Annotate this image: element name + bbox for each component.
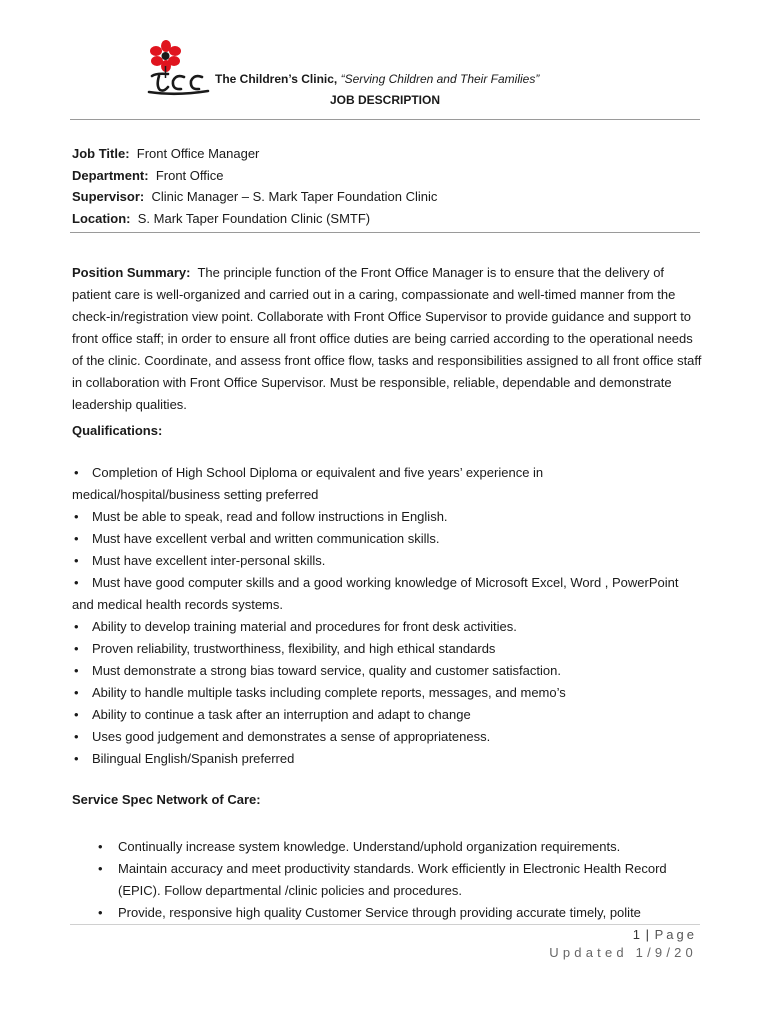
- qualifications-list: [72, 462, 692, 770]
- service-spec-item: • Continually increase system knowledge. Understand/uphold organization requirements.: [92, 836, 692, 858]
- document-type-label: JOB DESCRIPTION: [329, 93, 440, 107]
- document-type: [0, 93, 770, 107]
- qualification-item: • Ability to continue a task after an interruption and adapt to change: [72, 704, 692, 726]
- header-divider: [70, 119, 700, 120]
- organization-name: The Children’s Clinic,: [215, 72, 338, 86]
- page-word: Page: [654, 927, 697, 942]
- department-value: Front Office: [155, 167, 224, 183]
- footer-divider: [70, 924, 700, 925]
- qualification-item: • Bilingual English/Spanish preferred: [72, 748, 692, 770]
- page-separator: |: [645, 927, 650, 942]
- qualification-item: • Must have excellent verbal and written communication skills.: [72, 528, 692, 550]
- qualification-item: • Completion of High School Diploma or equivalent and five years’ experience in medical/hospital/business setting preferred: [72, 462, 692, 506]
- header-line: [215, 72, 539, 86]
- supervisor-row: [72, 186, 437, 208]
- fields-divider: [70, 232, 700, 233]
- position-summary-label: Position Summary:: [72, 265, 191, 280]
- position-summary: [72, 262, 704, 416]
- qualification-item: • Must be able to speak, read and follow instructions in English.: [72, 506, 692, 528]
- position-summary-text: The principle function of the Front Office Manager is to ensure that the delivery of patient care is well-organized and carried out in a caring, compassionate and well-timed manner from the check-in/registration view point. Collaborate with Front Office Supervisor to provide guidance and support to front office staff; in order to ensure all front office duties are being carried according to the operational needs of the clinic. Coordinate, and assess front office flow, tasks and responsibilities assigned to all front office staff in collaboration with Front Office Supervisor. Must be responsible, reliable, dependable and demonstrate leadership qualities.: [72, 265, 702, 412]
- service-spec-item: • Provide, responsive high quality Customer Service through providing accurate timely, polite: [92, 902, 692, 924]
- flower-icon: [150, 40, 181, 78]
- qualification-item: • Proven reliability, trustworthiness, flexibility, and high ethical standards: [72, 638, 692, 660]
- location-value: S. Mark Taper Foundation Clinic (SMTF): [137, 210, 371, 226]
- service-spec-list: [92, 836, 692, 924]
- organization-tagline: “Serving Children and Their Families”: [340, 72, 540, 86]
- supervisor-value: Clinic Manager – S. Mark Taper Foundation Clinic: [151, 189, 438, 204]
- updated-date: Updated 1/9/20: [549, 945, 697, 960]
- service-spec-item: • Maintain accuracy and meet productivity standards. Work efficiently in Electronic Health Record (EPIC). Follow departmental /clinic policies and procedures.: [92, 858, 692, 902]
- service-spec-heading: Service Spec Network of Care:: [72, 792, 261, 807]
- qualification-item: • Ability to develop training material and procedures for front desk activities.: [72, 616, 692, 638]
- supervisor-label: Supervisor:: [72, 189, 145, 204]
- department-label: Department:: [72, 167, 149, 183]
- qualification-item: • Must demonstrate a strong bias toward service, quality and customer satisfaction.: [72, 660, 692, 682]
- qualification-item: • Ability to handle multiple tasks including complete reports, messages, and memo’s: [72, 682, 692, 704]
- qualification-item: • Uses good judgement and demonstrates a sense of appropriateness.: [72, 726, 692, 748]
- tcc-wordmark: [149, 74, 208, 94]
- qualification-item: • Must have good computer skills and a good working knowledge of Microsoft Excel, Word , PowerPoint and medical health records systems.: [72, 572, 692, 616]
- page-footer: [549, 926, 697, 962]
- job-title-value: Front Office Manager: [136, 146, 260, 161]
- clinic-logo: [146, 40, 212, 96]
- job-fields: [72, 143, 437, 229]
- location-row: [72, 208, 437, 230]
- location-label: Location:: [72, 210, 131, 226]
- page-indicator: [549, 926, 697, 944]
- page-number: 1: [632, 927, 641, 942]
- job-title-row: [72, 143, 437, 165]
- job-title-label: Job Title:: [72, 146, 130, 161]
- qualifications-heading: Qualifications:: [72, 423, 163, 438]
- department-row: [72, 165, 437, 187]
- qualification-item: • Must have excellent inter-personal skills.: [72, 550, 692, 572]
